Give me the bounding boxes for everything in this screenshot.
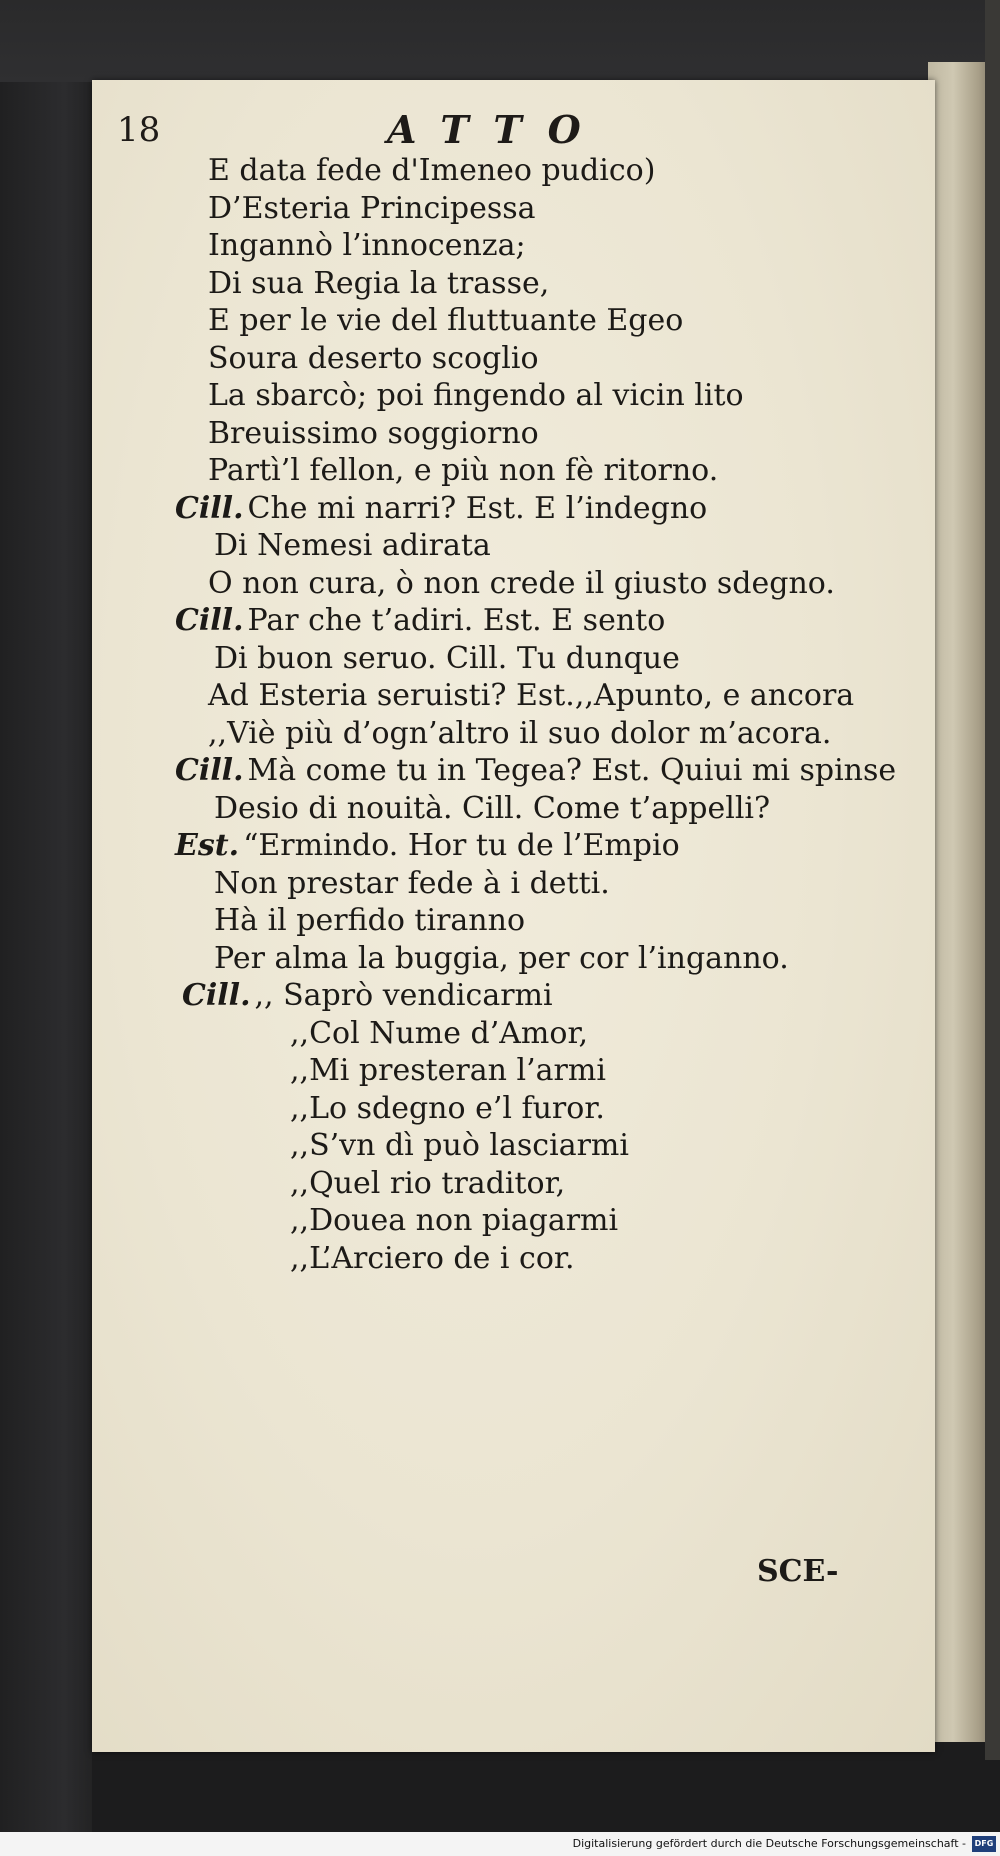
speaker-label: Cill. (182, 978, 251, 1013)
text-line (214, 790, 770, 828)
text-line (208, 565, 835, 603)
line-text: O non cura, ò non crede il giusto sdegno. (208, 565, 835, 601)
line-text: Soura deserto scoglio (208, 340, 539, 376)
line-text: La sbarcò; poi fingendo al vicin lito (208, 378, 744, 413)
text-line (214, 527, 491, 565)
line-text: Hà il perfido tiranno (214, 903, 526, 938)
text-line (290, 1015, 588, 1053)
text-line (290, 1165, 565, 1203)
line-text: Di buon seruo. Cill. Tu dunque (214, 640, 680, 676)
line-text: ,,Mi presteran l’armi (290, 1053, 606, 1088)
line-text: ,,Quel rio traditor, (290, 1165, 566, 1201)
text-line (182, 977, 553, 1015)
running-title: ATTO (387, 107, 607, 152)
line-text: Partì’l fellon, e più non fè ritorno. (208, 453, 719, 488)
line-text: E per le vie del fluttuante Egeo (208, 303, 684, 338)
text-line (214, 865, 610, 903)
footer-credit: Digitalisierung gefördert durch die Deutsche Forschungsgemeinschaft - (572, 1837, 966, 1850)
text-line (208, 677, 854, 715)
text-line (208, 190, 536, 228)
line-text: “Ermindo. Hor tu de l’Empio (243, 828, 680, 863)
text-line (208, 265, 549, 303)
text-line (208, 715, 831, 753)
line-text: Desio di nouità. Cill. Come t’appelli? (214, 790, 771, 826)
speaker-label: Cill. (175, 753, 244, 788)
line-text: D’Esteria Principessa (208, 190, 536, 226)
line-text: ,,L’Arciero de i cor. (290, 1240, 575, 1276)
text-line (214, 640, 680, 678)
line-text: ,,Lo sdegno e’l furor. (290, 1090, 605, 1126)
text-line (208, 227, 526, 265)
text-line (290, 1127, 629, 1165)
line-text: Non prestar fede à i detti. (214, 865, 610, 901)
line-text: Per alma la buggia, per cor l’inganno. (214, 940, 789, 976)
line-text: Di sua Regia la trasse, (208, 265, 550, 301)
line-text: Di Nemesi adirata (214, 528, 491, 563)
text-line (208, 302, 683, 340)
text-line (175, 602, 665, 640)
line-text: E data fede d'Imeneo pudico) (208, 153, 656, 188)
line-text: ,,Col Nume d’Amor, (290, 1015, 589, 1051)
speaker-label: Est. (175, 828, 240, 863)
text-line (290, 1202, 618, 1240)
text-line (175, 490, 707, 528)
text-line (208, 377, 744, 415)
line-text: ,,Douea non piagarmi (290, 1203, 619, 1238)
text-line (208, 452, 718, 490)
text-line (290, 1090, 605, 1128)
line-text: Breuissimo soggiorno (208, 415, 539, 451)
text-line (208, 152, 655, 190)
line-text: ,,Viè più d’ogn’altro il suo dolor m’acora. (208, 715, 832, 751)
text-line (175, 827, 680, 865)
line-text: ,,S’vn dì può lasciarmi (290, 1128, 629, 1163)
line-text: Ad Esteria seruisti? Est.,,Apunto, e ancora (208, 678, 855, 713)
speaker-label: Cill. (175, 490, 244, 526)
line-text: Che mi narri? Est. E l’indegno (247, 490, 708, 526)
speaker-label: Cill. (175, 603, 244, 638)
text-line (214, 940, 789, 978)
line-text: Par che t’adiri. Est. E sento (247, 603, 666, 638)
text-line (175, 752, 896, 790)
line-text: ,, Saprò vendicarmi (254, 978, 553, 1013)
text-line (290, 1240, 575, 1278)
text-line (214, 902, 525, 940)
catchword: SCE- (757, 1554, 839, 1589)
text-line (208, 340, 539, 378)
line-text: Mà come tu in Tegea? Est. Quiui mi spinse (247, 753, 897, 788)
dfg-logo: DFG (972, 1836, 996, 1852)
text-line (290, 1052, 606, 1090)
text-line (208, 415, 539, 453)
line-text: Ingannò l’innocenza; (208, 228, 526, 263)
page-number: 18 (117, 110, 161, 150)
